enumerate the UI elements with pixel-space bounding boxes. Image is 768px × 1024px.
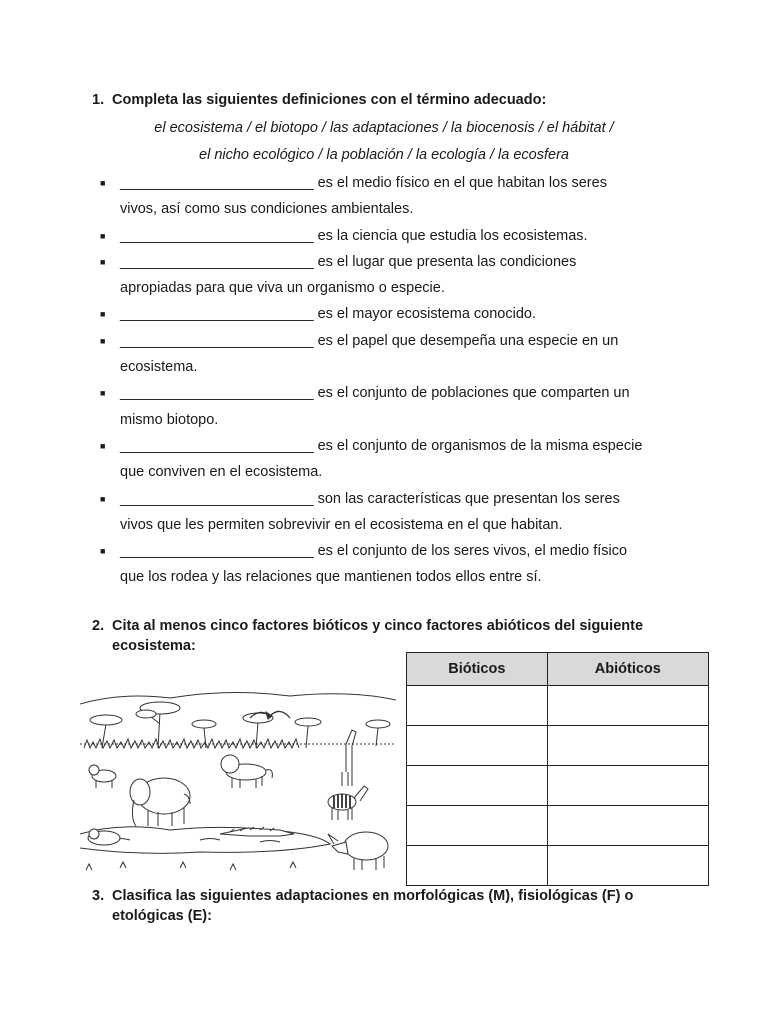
abiotic-cell[interactable]: [547, 846, 708, 886]
definition-item: [100, 301, 680, 327]
table-row: [407, 726, 709, 766]
header-abioticos: Abióticos: [547, 653, 708, 686]
definition-text-cont: vivos, así como sus condiciones ambientales.: [120, 201, 414, 218]
definition-text: es la ciencia que estudia los ecosistemas.: [317, 227, 588, 244]
definition-item: [100, 328, 680, 381]
definition-text-cont: vivos que les permiten sobrevivir en el ecosistema en el que habitan.: [120, 516, 563, 533]
question-text: Cita al menos cinco factores bióticos y cinco factores abióticos del siguiente ecosistema:: [112, 618, 644, 654]
definition-item: [100, 170, 680, 223]
table-row: [407, 686, 709, 726]
bullet-icon: ■: [100, 493, 106, 504]
header-bioticos: Bióticos: [407, 653, 548, 686]
answer-blank[interactable]: ________________________: [120, 332, 314, 349]
factors-table: [406, 652, 709, 886]
answer-blank[interactable]: ________________________: [120, 385, 314, 402]
answer-blank[interactable]: ________________________: [120, 253, 314, 270]
answer-blank[interactable]: ________________________: [120, 175, 314, 191]
question-2-title: [92, 616, 692, 656]
biotic-cell[interactable]: [407, 686, 548, 726]
definition-text: es el conjunto de organismos de la misma especie: [317, 437, 643, 454]
term-bank-line-2: el nicho ecológico / la población / la ecología / la ecosfera: [199, 147, 569, 163]
table-row: [407, 806, 709, 846]
question-number: 1.: [92, 92, 105, 108]
definition-text-cont: ecosistema.: [120, 359, 198, 376]
definition-text: es el mayor ecosistema conocido.: [317, 306, 536, 323]
answer-blank[interactable]: ________________________: [120, 490, 314, 507]
definition-item: [100, 538, 680, 591]
definition-item: [100, 249, 680, 302]
bullet-icon: ■: [100, 335, 106, 346]
definition-text: es el conjunto de los seres vivos, el medio físico: [317, 543, 628, 560]
question-1-title: [92, 90, 692, 110]
definition-list: [100, 170, 680, 591]
abiotic-cell[interactable]: [547, 806, 708, 846]
bullet-icon: ■: [100, 546, 106, 557]
table-row: [407, 766, 709, 806]
bullet-icon: ■: [100, 309, 106, 320]
definition-item: [100, 433, 680, 486]
question-3-title: [92, 886, 692, 926]
answer-blank[interactable]: ________________________: [120, 227, 314, 244]
definition-text: es el medio físico en el que habitan los seres: [317, 175, 607, 191]
bullet-icon: ■: [100, 230, 106, 241]
definition-item: [100, 380, 680, 433]
definition-text: es el conjunto de poblaciones que comparten un: [317, 385, 630, 402]
biotic-cell[interactable]: [407, 726, 548, 766]
definition-text-cont: que conviven en el ecosistema.: [120, 464, 323, 481]
definition-text: son las características que presentan los seres: [317, 490, 620, 507]
bullet-icon: ■: [100, 178, 106, 188]
bullet-icon: ■: [100, 440, 106, 451]
definition-text: es el lugar que presenta las condiciones: [317, 253, 577, 270]
answer-blank[interactable]: ________________________: [120, 306, 314, 323]
answer-blank[interactable]: ________________________: [120, 437, 314, 454]
definition-text-cont: apropiadas para que viva un organismo o especie.: [120, 280, 445, 297]
biotic-cell[interactable]: [407, 766, 548, 806]
abiotic-cell[interactable]: [547, 726, 708, 766]
abiotic-cell[interactable]: [547, 686, 708, 726]
answer-blank[interactable]: ________________________: [120, 543, 314, 560]
term-bank-line-1: el ecosistema / el biotopo / las adaptaciones / la biocenosis / el hábitat /: [154, 120, 614, 136]
bullet-icon: ■: [100, 388, 106, 399]
definition-item: [100, 223, 680, 249]
definition-text-cont: que los rodea y las relaciones que mantienen todos ellos entre sí.: [120, 569, 542, 586]
definition-text-cont: mismo biotopo.: [120, 411, 219, 428]
table-row: [407, 846, 709, 886]
question-number: 3.: [92, 888, 105, 904]
question-number: 2.: [92, 618, 105, 634]
biotic-cell[interactable]: [407, 806, 548, 846]
definition-text: es el papel que desempeña una especie en un: [317, 332, 619, 349]
abiotic-cell[interactable]: [547, 766, 708, 806]
question-text: Completa las siguientes definiciones con el término adecuado:: [112, 92, 547, 108]
question-text: Clasifica las siguientes adaptaciones en morfológicas (M), fisiológicas (F) o etológicas (E):: [112, 888, 634, 924]
savanna-ecosystem-illustration: [80, 684, 396, 874]
biotic-cell[interactable]: [407, 846, 548, 886]
bullet-icon: ■: [100, 256, 106, 267]
definition-item: [100, 486, 680, 539]
